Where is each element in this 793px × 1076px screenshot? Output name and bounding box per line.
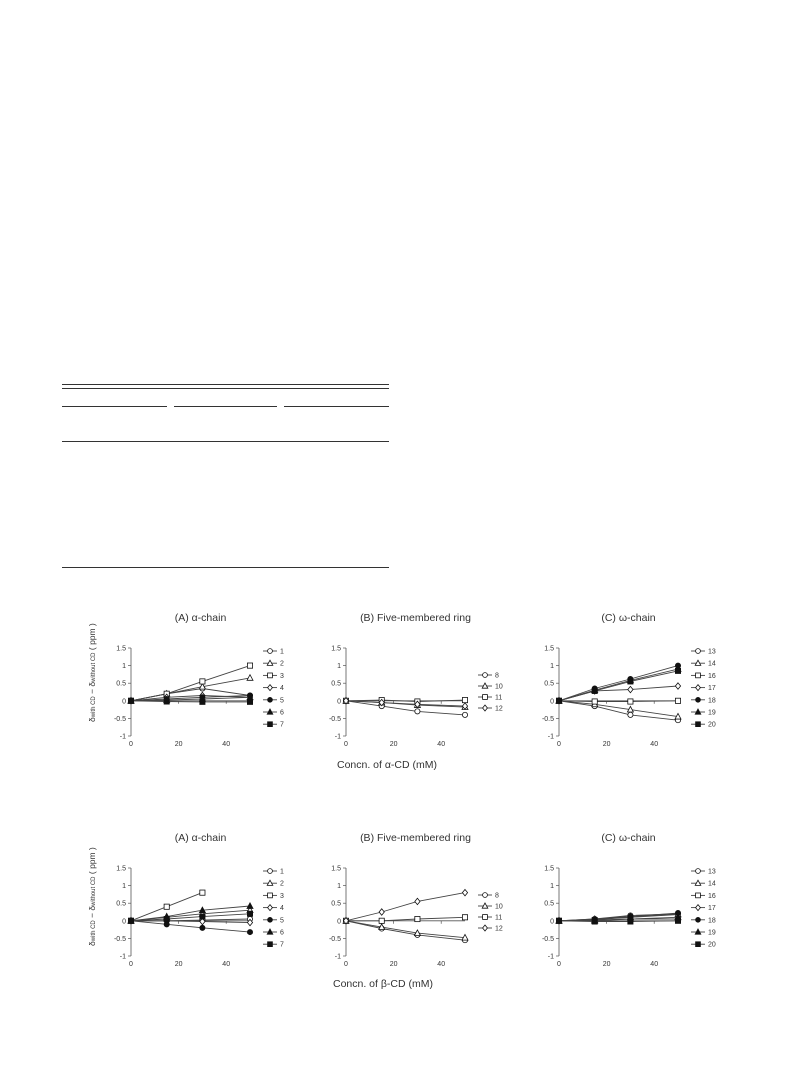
x-tick-label: 40 [650,741,659,748]
data-point [628,679,633,684]
legend-item-7 [263,722,284,729]
data-point [247,663,252,668]
legend-label: 5 [280,697,284,705]
legend-item-12 [478,925,503,933]
data-point [379,918,384,923]
series-line [346,921,465,938]
data-point [247,929,252,934]
legend-label: 12 [495,925,503,933]
chart-title: (A) α-chain [174,612,227,624]
legend-marker [268,893,273,898]
legend-label: 7 [280,941,284,949]
x-tick-label: 20 [389,961,398,968]
legend-marker [268,869,273,874]
legend-label: 17 [708,905,716,913]
y-tick-label: 1 [337,663,341,671]
figure2-y-axis-label: δwith CD − δwithout CD ( ppm ) [87,847,97,946]
table-group-rule-3 [284,406,389,407]
y-tick-label: 1.5 [116,865,126,873]
data-point [247,699,252,704]
x-tick-label: 0 [344,741,348,748]
y-tick-label: 1 [122,883,126,891]
legend-label: 16 [708,892,716,900]
chart-svg [528,825,728,975]
data-point [462,697,467,702]
table-group-rule-2 [174,406,277,407]
y-tick-label: 0 [337,918,341,926]
legend-item-2 [263,880,284,888]
series-line [559,671,678,701]
chart-svg [100,605,300,755]
table-top-rule-1 [62,384,389,385]
legend-item-3 [263,673,284,680]
legend-item-13 [691,649,716,656]
table-group-rule-1 [62,406,167,407]
figure1-y-axis-label: δwith CD − δwithout CD ( ppm ) [87,623,97,722]
chart-beta-cd-omega-chain [528,825,728,980]
legend-marker [268,685,273,691]
x-tick-label: 40 [650,961,659,968]
x-tick-label: 0 [129,961,133,968]
legend-item-13 [691,869,716,876]
legend-label: 19 [708,709,716,717]
data-point [200,679,205,684]
legend-item-5 [263,697,284,704]
data-point [628,699,633,704]
legend-label: 1 [280,648,284,656]
legend-label: 4 [280,685,284,693]
y-tick-label: 1 [122,663,126,671]
legend-label: 14 [708,880,716,888]
legend-marker [483,925,488,931]
x-tick-label: 40 [222,961,231,968]
data-point [200,925,205,930]
chart-beta-cd-five-membered-ring [315,825,515,980]
series-3 [128,663,252,703]
y-tick-label: 0.5 [544,680,554,688]
y-tick-label: 1 [550,883,554,891]
x-tick-label: 20 [389,741,398,748]
data-point [164,904,169,909]
chart-title: (A) α-chain [174,832,227,844]
y-tick-label: 0.5 [331,900,341,908]
chart-beta-cd-a-chain [100,825,300,980]
legend-item-3 [263,893,284,900]
legend-item-6 [263,709,284,717]
legend-marker [696,685,701,691]
chart-title: (B) Five-membered ring [360,832,471,844]
series-20 [556,668,680,703]
legend-item-4 [263,685,284,693]
chart-alpha-cd-omega-chain [528,605,728,760]
legend-item-10 [478,683,503,691]
y-tick-label: -0.5 [541,935,554,943]
y-tick-label: 0.5 [544,900,554,908]
legend-label: 1 [280,868,284,876]
data-point [247,675,253,681]
legend-label: 10 [495,683,503,691]
y-tick-label: 1.5 [331,645,341,653]
legend-label: 8 [495,892,499,900]
table-bottom-rule [62,567,389,568]
legend-marker [696,869,701,874]
x-tick-label: 0 [557,741,561,748]
legend-label: 2 [280,660,284,668]
y-tick-label: 0 [122,918,126,926]
data-point [415,898,420,904]
x-tick-label: 40 [437,961,446,968]
y-tick-label: 1.5 [116,645,126,653]
series-line [346,917,465,921]
data-point [462,712,467,717]
legend-item-20 [691,942,716,949]
data-point [628,919,633,924]
legend-item-16 [691,893,716,900]
legend-item-8 [478,893,499,900]
x-tick-label: 20 [174,741,183,748]
y-tick-label: 0.5 [331,680,341,688]
legend-label: 12 [495,705,503,713]
legend-label: 18 [708,697,716,705]
data-point [164,699,169,704]
data-point [415,916,420,921]
y-tick-label: 0 [550,698,554,706]
legend-marker [696,905,701,911]
y-tick-label: 1 [337,883,341,891]
legend-label: 3 [280,672,284,680]
y-tick-label: 0.5 [116,680,126,688]
data-point [200,890,205,895]
series-line [559,701,678,720]
legend-label: 4 [280,905,284,913]
legend-item-1 [263,869,284,876]
chart-svg [315,825,515,975]
legend-item-17 [691,905,716,913]
legend-item-12 [478,705,503,713]
x-tick-label: 20 [602,961,611,968]
legend-marker [696,893,701,898]
table-top-rule-2 [62,388,389,389]
chart-title: (B) Five-membered ring [360,612,471,624]
y-tick-label: -1 [547,953,554,961]
x-tick-label: 40 [222,741,231,748]
y-tick-label: 0 [550,918,554,926]
legend-item-6 [263,929,284,937]
legend-marker [696,942,701,947]
legend-label: 16 [708,672,716,680]
data-point [675,668,680,673]
x-tick-label: 0 [344,961,348,968]
legend-marker [268,722,273,727]
y-tick-label: -1 [334,733,341,741]
legend-item-2 [263,660,284,668]
legend-label: 19 [708,929,716,937]
legend-marker [696,722,701,727]
legend-item-8 [478,673,499,680]
x-tick-label: 0 [557,961,561,968]
y-tick-label: 1 [550,663,554,671]
chart-alpha-cd-a-chain [100,605,300,760]
chart-title: (C) ω-chain [601,832,656,844]
legend-label: 7 [280,721,284,729]
y-tick-label: 0 [337,698,341,706]
data-point [128,918,133,923]
data-point [556,918,561,923]
legend-label: 13 [708,868,716,876]
legend-label: 13 [708,648,716,656]
legend-item-11 [478,695,502,702]
legend-item-16 [691,673,716,680]
legend-marker [268,649,273,654]
series-12 [343,889,467,924]
series-18 [556,663,680,703]
legend-label: 6 [280,929,284,937]
figure1-x-axis-label: Concn. of α-CD (mM) [337,759,437,771]
chart-svg [528,605,728,755]
legend-label: 20 [708,941,716,949]
legend-item-18 [691,917,716,924]
y-tick-label: 1.5 [544,645,554,653]
legend-label: 11 [495,914,503,922]
chart-svg [315,605,515,755]
x-tick-label: 40 [437,741,446,748]
data-point [247,903,253,909]
x-tick-label: 20 [602,741,611,748]
legend-label: 6 [280,709,284,717]
data-point [556,698,561,703]
y-tick-label: 1.5 [544,865,554,873]
y-tick-label: -1 [119,953,126,961]
y-tick-label: 0.5 [116,900,126,908]
series-line [559,686,678,701]
legend-item-5 [263,917,284,924]
data-point [592,919,597,924]
legend-label: 11 [495,694,503,702]
y-tick-label: 1.5 [331,865,341,873]
chart-alpha-cd-five-membered-ring [315,605,515,760]
data-point [675,918,680,923]
series-line [346,701,465,715]
series-11 [343,915,467,924]
y-tick-label: -0.5 [328,935,341,943]
data-point [675,683,680,689]
x-tick-label: 20 [174,961,183,968]
legend-item-10 [478,903,503,911]
legend-marker [696,649,701,654]
data-point [379,909,384,915]
legend-marker [483,893,488,898]
figure2-x-axis-label: Concn. of β-CD (mM) [333,978,433,990]
data-point [247,911,252,916]
data-point [200,699,205,704]
y-tick-label: 0 [122,698,126,706]
series-line [131,666,250,701]
x-tick-label: 0 [129,741,133,748]
series-8 [343,918,467,943]
legend-item-11 [478,915,502,922]
legend-label: 2 [280,880,284,888]
data-point [164,916,169,921]
y-tick-label: -0.5 [541,715,554,723]
legend-item-18 [691,697,716,704]
legend-marker [696,697,701,702]
legend-marker [268,673,273,678]
data-point [628,712,633,717]
data-point [462,915,467,920]
data-point [128,698,133,703]
legend-item-19 [691,709,716,717]
legend-item-17 [691,685,716,693]
legend-marker [483,915,488,920]
legend-item-14 [691,880,716,888]
data-point [628,686,633,692]
chart-title: (C) ω-chain [601,612,656,624]
data-point [675,698,680,703]
legend-label: 14 [708,660,716,668]
series-line [346,893,465,921]
legend-item-19 [691,929,716,937]
legend-marker [696,673,701,678]
y-tick-label: -0.5 [113,715,126,723]
legend-marker [268,917,273,922]
legend-marker [483,705,488,711]
legend-item-1 [263,649,284,656]
legend-marker [483,673,488,678]
data-point [462,889,467,895]
legend-marker [483,695,488,700]
legend-label: 17 [708,685,716,693]
data-point [592,699,597,704]
legend-item-4 [263,905,284,913]
legend-item-7 [263,942,284,949]
data-point [200,914,205,919]
legend-label: 8 [495,672,499,680]
data-point [415,709,420,714]
data-point [164,922,169,927]
legend-item-20 [691,722,716,729]
y-tick-label: -0.5 [328,715,341,723]
legend-label: 18 [708,917,716,925]
table-header-rule [62,441,389,442]
data-point [592,688,597,693]
legend-label: 10 [495,903,503,911]
legend-marker [696,917,701,922]
y-tick-label: -1 [334,953,341,961]
y-tick-label: -1 [119,733,126,741]
legend-label: 3 [280,892,284,900]
chart-svg [100,825,300,975]
legend-marker [268,905,273,911]
legend-label: 20 [708,721,716,729]
legend-label: 5 [280,917,284,925]
y-tick-label: -1 [547,733,554,741]
legend-item-14 [691,660,716,668]
legend-marker [268,942,273,947]
y-tick-label: -0.5 [113,935,126,943]
legend-marker [268,697,273,702]
